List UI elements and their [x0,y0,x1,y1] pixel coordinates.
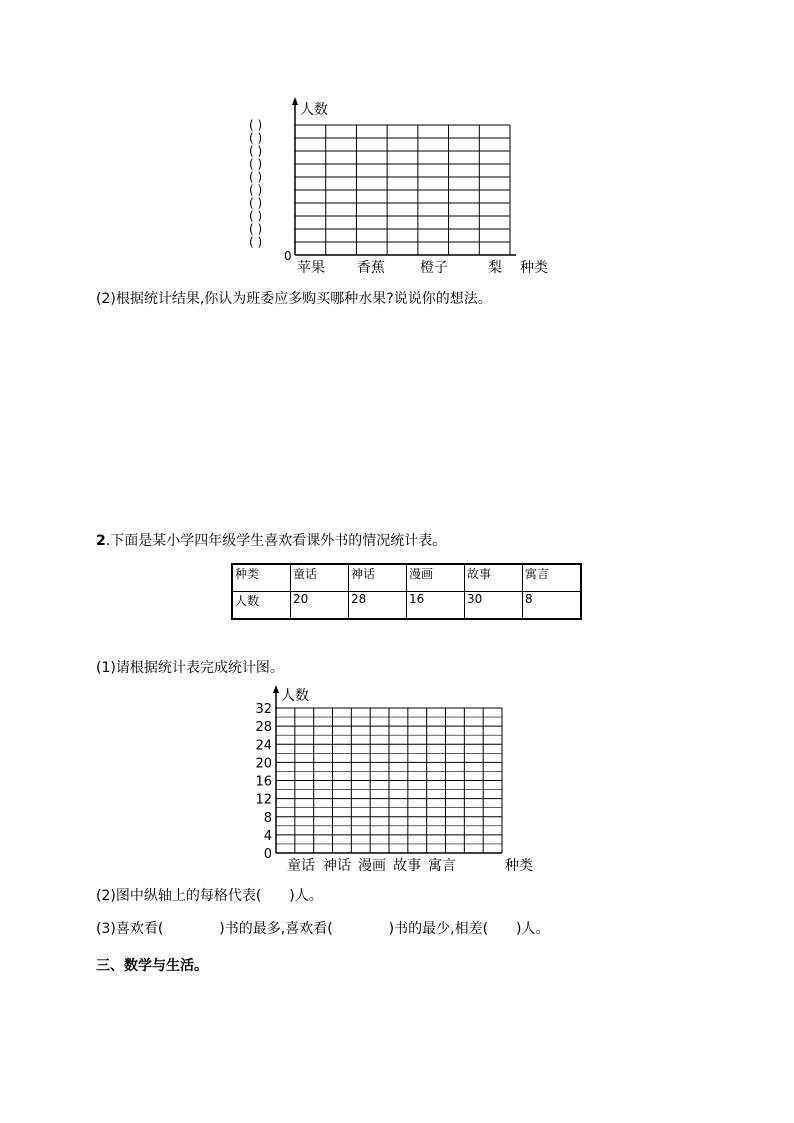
section-3-heading: 三、数学与生活。 [96,958,208,974]
y-blank-tick: ( ) [249,222,263,236]
fruit-chart-cat-3: 梨 [488,260,502,276]
table-row [232,592,581,620]
x-tick-label: 神话 [323,858,351,874]
table-cell: 漫画 [407,564,465,592]
y-blank-tick: ( ) [249,118,263,132]
books-chart-ylabel: 人数 [281,688,309,704]
fruit-chart-grid [295,125,510,255]
fruit-chart-cat-2: 橙子 [420,260,448,276]
y-blank-tick: ( ) [249,209,263,223]
fruit-chart-y-blanks [249,118,262,249]
question-1-2: (2)根据统计结果,你认为班委应多购买哪种水果?说说你的想法。 [96,291,492,307]
fruit-chart-ylabel: 人数 [300,102,328,118]
y-tick-label: 16 [255,774,272,790]
table-cell: 童话 [291,564,349,592]
x-tick-label: 童话 [287,858,315,874]
x-tick-label: 故事 [393,858,421,874]
y-tick-label: 4 [263,828,272,844]
y-tick-label: 8 [263,810,272,826]
books-chart [240,680,540,880]
books-chart-y-arrow [273,685,279,693]
fruit-chart-cat-0: 苹果 [297,260,325,276]
books-chart-xlabel: 种类 [505,858,533,874]
table-cell: 寓言 [523,564,582,592]
y-tick-label: 20 [255,756,272,772]
table-cell: 种类 [232,564,291,592]
table-cell: 8 [523,592,582,620]
question-2-sub1: (1)请根据统计表完成统计图。 [96,660,284,676]
fruit-chart-y-arrow [292,97,298,105]
table-cell: 28 [349,592,407,620]
y-tick-label: 12 [255,792,272,808]
fruit-chart-origin: 0 [284,249,292,263]
y-blank-tick: ( ) [249,157,263,171]
y-tick-label: 32 [255,702,272,717]
table-cell: 故事 [465,564,523,592]
books-chart-categories [287,857,456,874]
question-2 [96,530,446,550]
table-cell: 20 [291,592,349,620]
y-blank-tick: ( ) [249,144,263,158]
table-cell: 人数 [232,592,291,620]
y-tick-label: 24 [255,738,272,754]
question-2-text: .下面是某小学四年级学生喜欢看课外书的情况统计表。 [105,533,447,549]
y-blank-tick: ( ) [249,196,263,210]
table-cell: 16 [407,592,465,620]
y-tick-label: 28 [255,720,272,736]
y-blank-tick: ( ) [249,131,263,145]
table-cell: 神话 [349,564,407,592]
y-blank-tick: ( ) [249,235,263,249]
question-2-number: 2 [96,533,106,549]
table-cell: 30 [465,592,523,620]
x-tick-label: 漫画 [358,858,386,874]
fruit-chart [240,90,560,280]
y-blank-tick: ( ) [249,170,263,184]
question-2-sub3: (3)喜欢看( )书的最多,喜欢看( )书的最少,相差( )人。 [96,921,550,937]
table-row [232,564,581,592]
question-2-sub2: (2)图中纵轴上的每格代表( )人。 [96,888,323,904]
fruit-chart-xlabel: 种类 [520,260,548,276]
books-chart-y-ticks [255,702,272,862]
x-tick-label: 寓言 [428,858,456,874]
y-tick-label: 0 [263,847,272,862]
fruit-chart-cat-1: 香蕉 [357,260,385,276]
books-table [231,563,582,620]
books-chart-grid [276,708,502,853]
y-blank-tick: ( ) [249,183,263,197]
